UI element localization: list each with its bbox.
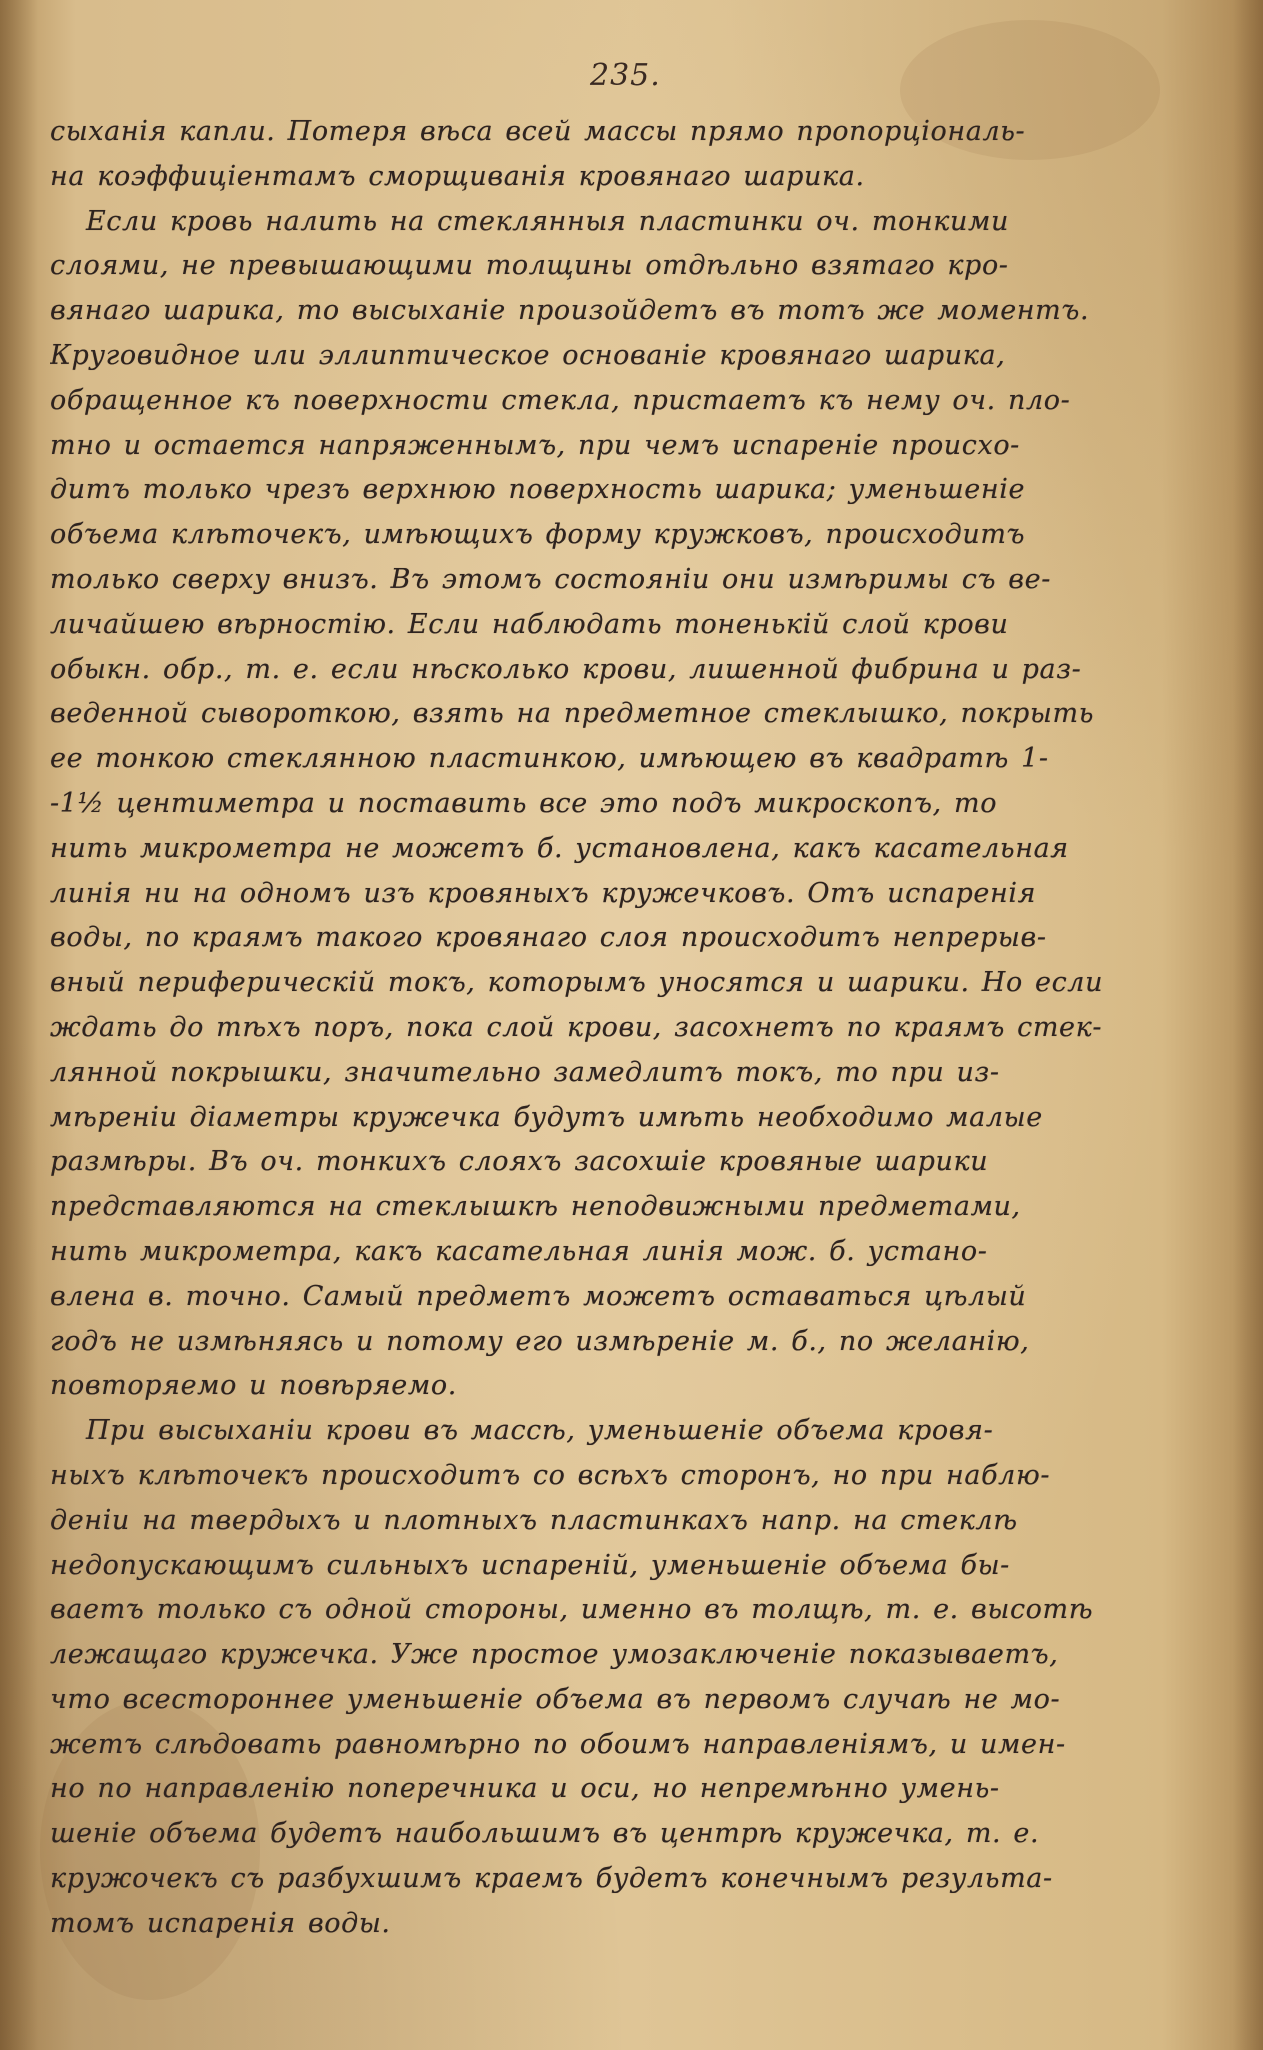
text-line: размѣры. Въ оч. тонкихъ слояхъ засохшіе кровяные шарики bbox=[50, 1146, 989, 1178]
text-line: деніи на твердыхъ и плотныхъ пластинкахъ напр. на стеклѣ bbox=[50, 1504, 1018, 1536]
text-line: веденной сывороткою, взять на предметное стеклышко, покрыть bbox=[50, 698, 1094, 730]
text-line: сыханія капли. Потеря вѣса всей массы прямо пропорціональ- bbox=[50, 116, 1026, 147]
text-line: воды, по краямъ такого кровянаго слоя происходитъ непрерыв- bbox=[50, 922, 1047, 954]
page-spine-shadow bbox=[0, 0, 38, 2050]
page-number: 235. bbox=[590, 58, 661, 93]
text-line: обращенное къ поверхности стекла, пристаетъ къ нему оч. пло- bbox=[50, 384, 1071, 416]
text-line: Если кровь налить на стеклянныя пластинки оч. тонкими bbox=[86, 205, 1009, 237]
text-line: ждать до тѣхъ поръ, пока слой крови, засохнетъ по краямъ стек- bbox=[50, 1011, 1103, 1043]
text-line: вянаго шарика, то высыханіе произойдетъ въ тотъ же моментъ. bbox=[50, 295, 1090, 327]
page-edge-shadow bbox=[1233, 0, 1263, 2050]
text-line: кружочекъ съ разбухшимъ краемъ будетъ конечнымъ результа- bbox=[50, 1863, 1053, 1895]
text-line: нить микрометра не можетъ б. установлена, какъ касательная bbox=[50, 832, 1069, 864]
text-line: личайшею вѣрностію. Если наблюдать тоненькій слой крови bbox=[50, 608, 1009, 640]
text-line: слоями, не превышающими толщины отдѣльно взятаго кро- bbox=[50, 250, 1009, 282]
text-line: но по направленію поперечника и оси, но непремѣнно умень- bbox=[50, 1773, 1000, 1805]
text-line: вный периферическій токъ, которымъ уносятся и шарики. Но если bbox=[50, 967, 1104, 999]
text-line: объема клѣточекъ, имѣющихъ форму кружковъ, происходитъ bbox=[50, 519, 1026, 551]
text-line: лежащаго кружечка. Уже простое умозаключеніе показываетъ, bbox=[50, 1639, 1059, 1671]
text-line: представляются на стеклышкѣ неподвижными предметами, bbox=[50, 1191, 1021, 1223]
text-line: тно и остается напряженнымъ, при чемъ испареніе происхо- bbox=[50, 429, 1020, 461]
text-line: ныхъ клѣточекъ происходитъ со всѣхъ сторонъ, но при наблю- bbox=[50, 1459, 1051, 1491]
text-line: ваетъ только съ одной стороны, именно въ толщѣ, т. е. высотѣ bbox=[50, 1594, 1094, 1626]
text-line: повторяемо и повѣряемо. bbox=[50, 1370, 457, 1402]
text-line: обыкн. обр., т. е. если нѣсколько крови, лишенной фибрина и раз- bbox=[50, 653, 1082, 685]
text-line: Круговидное или эллиптическое основаніе кровянаго шарика, bbox=[50, 339, 1006, 371]
text-line: линія ни на одномъ изъ кровяныхъ кружечковъ. Отъ испаренія bbox=[50, 877, 1037, 909]
text-line: шеніе объема будетъ наибольшимъ въ центрѣ кружечка, т. е. bbox=[50, 1818, 1040, 1850]
text-line: -1½ центиметра и поставить все это подъ микроскопъ, то bbox=[50, 787, 998, 819]
text-line: годъ не измѣняясь и потому его измѣреніе м. б., по желанію, bbox=[50, 1325, 1030, 1357]
text-line: недопускающимъ сильныхъ испареній, уменьшеніе объема бы- bbox=[50, 1549, 1010, 1581]
text-line: влена в. точно. Самый предметъ можетъ оставаться цѣлый bbox=[50, 1280, 1027, 1312]
text-line: жетъ слѣдовать равномѣрно по обоимъ направленіямъ, и имен- bbox=[50, 1728, 1066, 1760]
handwritten-text-block bbox=[50, 110, 1200, 1947]
text-line: только сверху внизъ. Въ этомъ состояніи они измѣримы съ ве- bbox=[50, 563, 1051, 595]
text-line: томъ испаренія воды. bbox=[50, 1907, 391, 1939]
text-line: При высыханіи крови въ массѣ, уменьшеніе объема кровя- bbox=[86, 1415, 994, 1447]
text-line: на коэффиціентамъ сморщиванія кровянаго шарика. bbox=[50, 160, 865, 192]
text-line: мѣреніи діаметры кружечка будутъ имѣть необходимо малые bbox=[50, 1101, 1043, 1133]
text-line: дитъ только чрезъ верхнюю поверхность шарика; уменьшеніе bbox=[50, 474, 1026, 506]
text-line: нить микрометра, какъ касательная линія мож. б. устано- bbox=[50, 1235, 988, 1267]
text-line: что всестороннее уменьшеніе объема въ первомъ случаѣ не мо- bbox=[50, 1683, 1061, 1715]
text-line: ее тонкою стеклянною пластинкою, имѣющею въ квадратѣ 1- bbox=[50, 743, 1049, 775]
text-line: лянной покрышки, значительно замедлитъ токъ, то при из- bbox=[50, 1056, 1000, 1088]
